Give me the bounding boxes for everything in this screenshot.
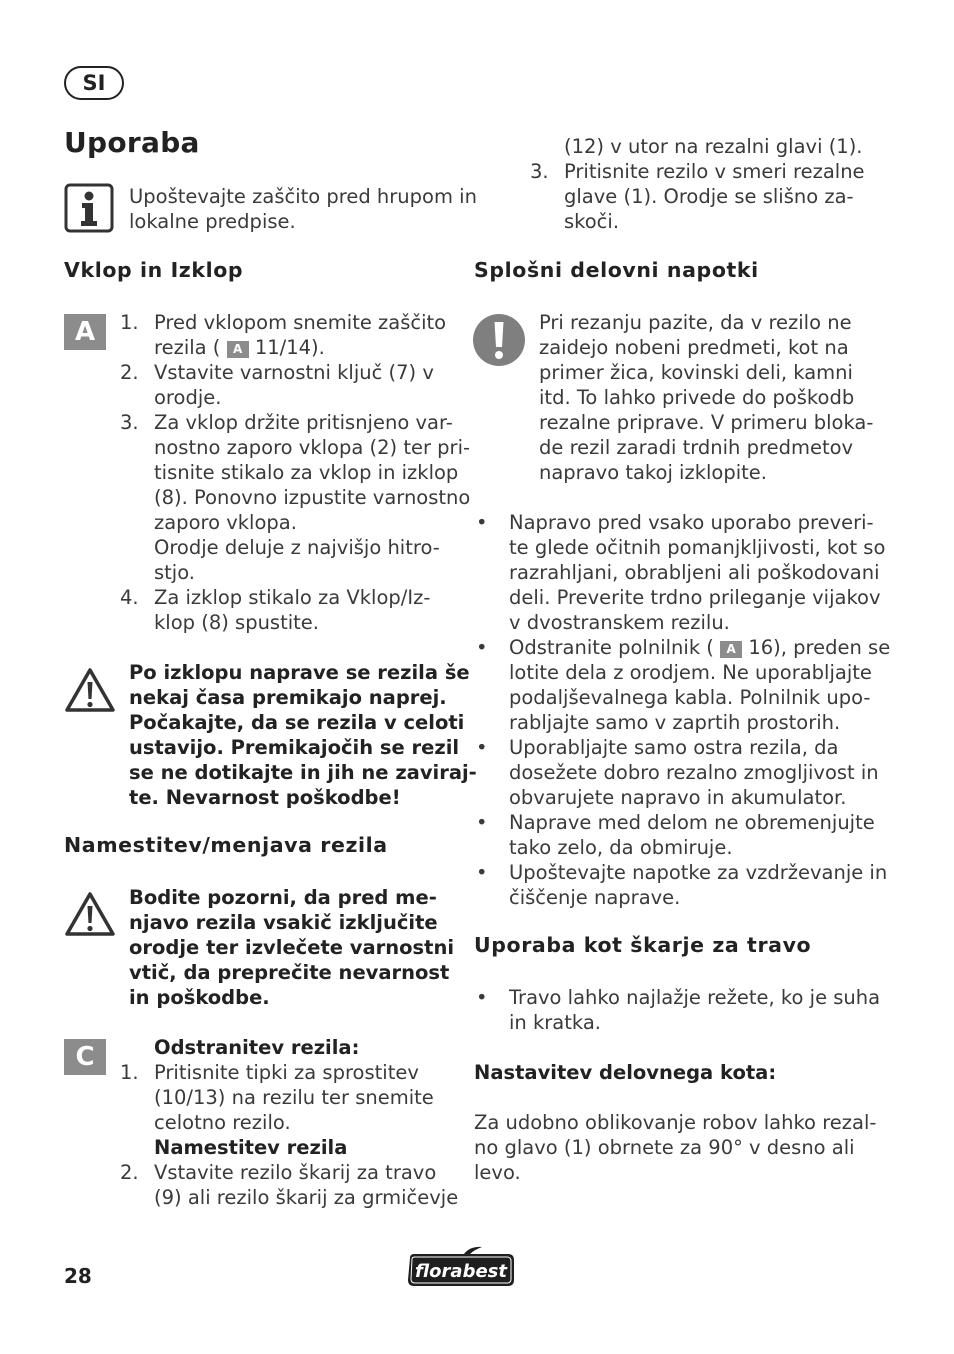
working-angle-text: Za udobno oblikovanje robov lahko rezal- no glavo (1) obrnete za 90° v desno ali levo. [474, 1111, 877, 1184]
list-item: Pritisnite rezilo v smeri rezalne glave (1). Orodje se slišno za- skoči. [564, 160, 865, 233]
section-heading-splosni: Splošni delovni napotki [474, 258, 759, 282]
section-heading-skarje: Uporaba kot škarje za travo [474, 933, 812, 957]
brand-logo [404, 1244, 520, 1290]
caution-text: Pri rezanju pazite, da v rezilo ne zaidejo nobeni predmeti, kot na primer žica, kovinski deli, kamni itd. To lahko privede do poškodb rezalne priprave. V primeru bloka- de rezil zaradi trdnih predmetov napravo takoj izklopite. [539, 311, 874, 484]
figure-ref-a: A [720, 641, 742, 658]
page-title: Uporaba [64, 126, 200, 159]
list-item: Napravo pred vsako uporabo preveri- te glede očitnih pomanjkljivosti, kot so razrahljani, obrabljeni ali poškodovani deli. Preverite trdno prileganje vijakov v dvostranskem rezilu. [509, 511, 886, 634]
list-item: Vstavite rezilo škarij za travo (9) ali rezilo škarij za grmičevje [154, 1161, 459, 1209]
svg-text:florabest: florabest [415, 1261, 507, 1282]
list-item: Za vklop držite pritisnjeno var- nostno zaporo vklopa (2) ter pri- tisnite stikalo za vklop in izklop (8). Ponovno izpustite varnostno zaporo vklopa. Orodje deluje z najvišjo hitro- stjo. [154, 411, 471, 584]
list-item: Pritisnite tipki za sprostitev (10/13) na rezilu ter snemite celotno rezilo. [154, 1061, 434, 1134]
list-item: Travo lahko najlažje režete, ko je suha in kratka. [509, 986, 881, 1034]
figure-label-a: A [64, 314, 106, 350]
remove-blade-heading: Odstranitev rezila: [154, 1036, 360, 1059]
figure-label-c: C [64, 1039, 106, 1075]
warning-text-blades: Po izklopu naprave se rezila še nekaj časa premikajo naprej. Počakajte, da se rezila v celoti ustavijo. Premikajočih se rezil se ne dotikajte in jih ne zaviraj- te. Nevarnost poškodbe! [129, 661, 477, 809]
warning-text-blade-change: Bodite pozorni, da pred me- njavo rezila vsakič izključite orodje ter izvlečete varnostni vtič, da preprečite nevarnost in poškodbe. [129, 886, 455, 1009]
list-item: Za izklop stikalo za Vklop/Iz- klop (8) spustite. [154, 586, 431, 634]
section-heading-vklop: Vklop in Izklop [64, 258, 244, 282]
list-item: Vstavite varnostni ključ (7) v orodje. [154, 361, 434, 409]
info-icon [64, 183, 114, 233]
warning-icon [64, 890, 116, 938]
vklop-steps: 1. Pred vklopom snemite zaščito rezila ( A 11/14). 2. Vstavite varnostni ključ (7) v orodje. 3. Za vklop držite pritisnjeno var- nostno zaporo vklopa (2) ter pri- tisnite stikalo za vklop in izklop (8). Ponovno izpustite varnostno zaporo vklopa. Orodje deluje z najvišjo hitro- stjo. 4. Za izklop stikalo za Vklop/Iz- klop (8) spustite. [120, 311, 471, 634]
working-angle-heading: Nastavitev delovnega kota: [474, 1061, 777, 1084]
list-item: Pred vklopom snemite zaščito rezila ( A 11/14). [154, 311, 447, 359]
list-item: Odstranite polnilnik ( A 16), preden se lotite dela z orodjem. Ne uporabljajte podaljševalnega kabla. Polnilnik upo- rabljajte samo v zaprtih prostorih. [509, 636, 891, 734]
section-heading-namestitev: Namestitev/menjava rezila [64, 833, 388, 857]
caution-icon [472, 313, 526, 367]
list-item: Naprave med delom ne obremenjujte tako zelo, da obmiruje. [509, 811, 875, 859]
language-badge: SI [64, 66, 124, 100]
list-item-continued: (12) v utor na rezalni glavi (1). [564, 135, 863, 158]
page-number: 28 [64, 1264, 92, 1288]
list-item: Upoštevajte napotke za vzdrževanje in čiščenje naprave. [509, 861, 888, 909]
list-item: Uporabljajte samo ostra rezila, da dosežete dobro rezalno zmogljivost in obvarujete napravo in akumulator. [509, 736, 879, 809]
install-blade-heading: Namestitev rezila [154, 1136, 348, 1159]
info-note: Upoštevajte zaščito pred hrupom in lokalne predpise. [129, 185, 477, 233]
warning-icon [64, 666, 116, 714]
figure-ref-a: A [227, 341, 249, 358]
